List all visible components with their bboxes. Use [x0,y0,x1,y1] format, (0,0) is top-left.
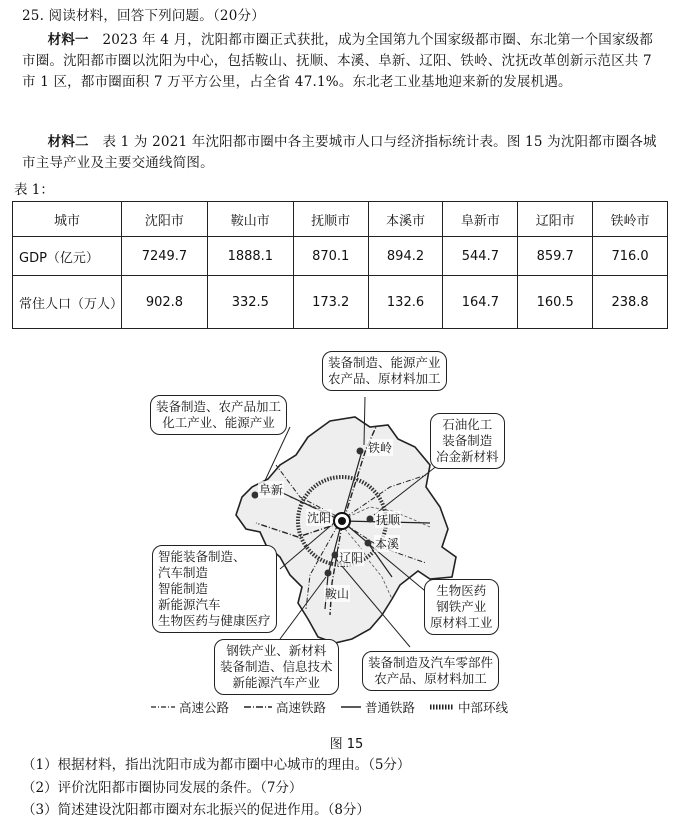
city-label-shenyang: 沈阳 [307,511,332,525]
table-cell: 1888.1 [207,237,293,276]
table-header-cell: 本溪市 [368,202,443,237]
table-row-gdp [13,237,668,276]
table-header-cell: 铁岭市 [593,202,668,237]
tieling-marker [357,448,364,455]
table-row-label: 常住人口（万人） [13,276,122,329]
industry-line: 装备制造、能源产业 [328,355,441,370]
industry-line: 农产品、原材料加工 [374,671,487,686]
metro-area-map-figure [130,347,560,729]
industry-box-liaoyang [362,651,499,691]
shenyang-marker [338,517,346,525]
industry-line: 钢铁产业、新材料 [226,643,327,658]
table-cell: 859.7 [518,237,593,276]
table-cell: 902.8 [122,276,208,329]
material-two-text: 表 1 为 2021 年沈阳都市圈中各主要城市人口与经济指标统计表。图 15 为沈阳都市圈各城市主导产业及主要交通线简图。 [22,134,657,171]
city-label-tieling: 铁岭 [368,441,393,455]
table-cell: 164.7 [443,276,518,329]
industry-line: 钢铁产业 [436,599,487,614]
industry-box-benxi [424,579,499,635]
legend-rail [340,698,415,716]
industry-line: 化工产业、能源产业 [162,415,275,430]
table-header-cell: 阜新市 [443,202,518,237]
material-two-label: 材料二 [47,134,89,150]
industry-line: 生物医药与健康医疗 [158,613,271,628]
table-row-population [13,276,668,329]
table-cell: 544.7 [443,237,518,276]
material-one-text: 2023 年 4 月，沈阳都市圈正式获批，成为全国第九个国家级都市圈、东北第一个国家级都市圈。沈阳都市圈以沈阳为中心，包括鞍山、抚顺、本溪、阜新、辽阳、铁岭、沈抚改革创新示范区共 7 市 1 区，都市圈面积 7 万平方公里，占全省 47.1%。东北老工业基地迎来新的发展机遇。 [22,32,654,90]
sub-question: （3）简述建设沈阳都市圈对东北振兴的促进作用。（8分） [22,802,370,818]
city-statistics-table [12,201,668,329]
material-one [22,30,662,93]
city-label-liaoyang: 辽阳 [339,551,364,565]
sub-questions [22,754,410,822]
industry-box-anshan [214,639,339,695]
industry-line: 智能制造 [158,581,209,596]
industry-line: 新能源汽车 [158,597,221,612]
table-cell: 160.5 [518,276,593,329]
legend-hsr [243,698,326,716]
legend-ring-label: 中部环线 [458,700,509,715]
city-label-fushun: 抚顺 [376,513,401,527]
fushun-marker [367,516,374,523]
question-title: 25. 阅读材料，回答下列问题。（20分） [22,8,265,24]
industry-line: 装备制造及汽车零部件 [368,655,494,670]
high-speed-railway-symbol-icon [243,703,273,711]
industry-line: 装备制造、农产品加工 [156,399,282,414]
table-header-row [13,202,668,237]
industry-box-fushun [430,413,505,469]
map-legend [150,698,508,716]
table-cell: 173.2 [293,276,368,329]
table-label: 表 1： [14,182,54,198]
city-label-fuxin: 阜新 [259,483,284,497]
railway-symbol-icon [340,703,362,711]
sub-question: （2）评价沈阳都市圈协同发展的条件。（7分） [22,779,303,796]
material-one-label: 材料一 [47,32,89,48]
legend-hsr-label: 高速铁路 [276,700,327,715]
legend-highway [150,698,229,716]
city-label-benxi: 本溪 [375,537,400,551]
industry-line: 冶金新材料 [436,449,499,464]
legend-ring [429,698,508,716]
legend-highway-label: 高速公路 [179,700,230,715]
industry-box-tieling [322,351,447,391]
table-header-cell: 抚顺市 [293,202,368,237]
figure-caption: 图 15 [329,737,364,752]
table-cell: 238.8 [593,276,668,329]
ring-route-symbol-icon [429,703,455,711]
city-label-anshan: 鞍山 [325,587,350,601]
sub-question: （1）根据材料，指出沈阳市成为都市圈中心城市的理由。（5分） [22,757,411,773]
industry-line: 装备制造、信息技术 [220,659,333,674]
industry-line: 装备制造 [442,433,493,448]
table-cell: 716.0 [593,237,668,276]
material-two [22,132,662,174]
industry-line: 原材料工业 [430,615,493,630]
table-header-cell: 鞍山市 [207,202,293,237]
table-header-cell: 沈阳市 [122,202,208,237]
industry-line: 智能装备制造、 [158,549,246,564]
industry-box-fuxin [150,395,287,435]
table-cell: 332.5 [207,276,293,329]
table-cell: 870.1 [293,237,368,276]
table-cell: 132.6 [368,276,443,329]
table-row-label: GDP（亿元） [13,237,122,276]
anshan-marker [325,570,332,577]
industry-line: 农产品、原材料加工 [328,371,441,386]
industry-line: 新能源汽车产业 [232,675,321,690]
industry-line: 汽车制造 [158,565,209,580]
industry-box-shenyang [152,545,277,633]
highway-symbol-icon [150,703,176,711]
industry-line: 生物医药 [436,583,487,598]
industry-line: 石油化工 [442,417,493,432]
table-cell: 894.2 [368,237,443,276]
table-header-cell: 辽阳市 [518,202,593,237]
table-cell: 7249.7 [122,237,208,276]
table-corner-cell: 城市 [13,202,122,237]
legend-rail-label: 普通铁路 [365,700,416,715]
